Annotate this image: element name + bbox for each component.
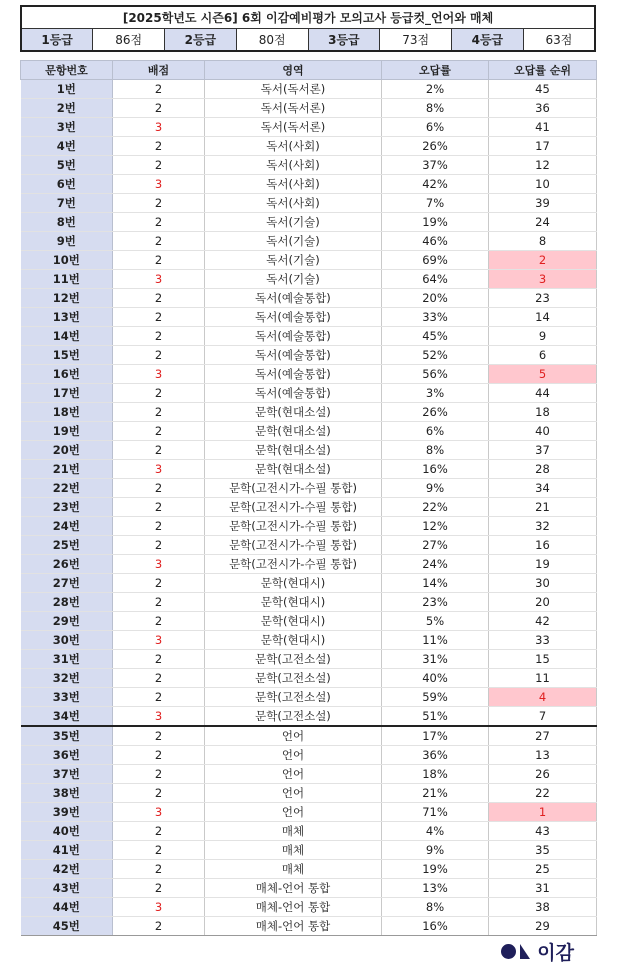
error-rank-cell: 30 — [489, 574, 597, 593]
logo-text: 이감 — [537, 942, 574, 964]
error-rate-cell: 33% — [382, 308, 489, 327]
error-rank-cell: 24 — [489, 213, 597, 232]
question-number: 39번 — [21, 803, 113, 822]
question-number: 37번 — [21, 765, 113, 784]
question-number: 5번 — [21, 156, 113, 175]
question-number: 15번 — [21, 346, 113, 365]
error-rate-cell: 6% — [382, 118, 489, 137]
error-rate-cell: 40% — [382, 669, 489, 688]
question-number: 13번 — [21, 308, 113, 327]
error-rate-cell: 71% — [382, 803, 489, 822]
question-number: 24번 — [21, 517, 113, 536]
table-row — [21, 841, 597, 860]
area-cell: 독서(기술) — [205, 232, 382, 251]
points-cell: 2 — [113, 517, 205, 536]
points-cell: 2 — [113, 784, 205, 803]
question-number: 25번 — [21, 536, 113, 555]
table-row — [21, 707, 597, 727]
error-rank-cell: 38 — [489, 898, 597, 917]
area-cell: 매체 — [205, 841, 382, 860]
question-number: 17번 — [21, 384, 113, 403]
error-rank-cell: 22 — [489, 784, 597, 803]
table-row — [21, 194, 597, 213]
logo-circle-icon — [501, 944, 516, 959]
area-cell: 매체-언어 통합 — [205, 879, 382, 898]
table-row — [21, 669, 597, 688]
error-rate-cell: 26% — [382, 137, 489, 156]
error-rank-cell: 2 — [489, 251, 597, 270]
area-cell: 매체 — [205, 860, 382, 879]
error-rate-cell: 18% — [382, 765, 489, 784]
error-rate-cell: 42% — [382, 175, 489, 194]
points-cell: 2 — [113, 232, 205, 251]
points-cell: 2 — [113, 422, 205, 441]
area-cell: 독서(독서론) — [205, 118, 382, 137]
points-cell: 2 — [113, 746, 205, 765]
error-rate-cell: 22% — [382, 498, 489, 517]
area-cell: 독서(예술통합) — [205, 327, 382, 346]
error-rate-cell: 9% — [382, 479, 489, 498]
table-row — [21, 498, 597, 517]
points-cell: 3 — [113, 118, 205, 137]
area-cell: 독서(예술통합) — [205, 384, 382, 403]
question-number: 27번 — [21, 574, 113, 593]
column-header-number: 문항번호 — [21, 61, 113, 80]
area-cell: 문학(현대시) — [205, 612, 382, 631]
question-number: 45번 — [21, 917, 113, 936]
table-row — [21, 289, 597, 308]
points-cell: 2 — [113, 194, 205, 213]
error-rank-cell: 4 — [489, 688, 597, 707]
error-rate-cell: 9% — [382, 841, 489, 860]
table-row — [21, 175, 597, 194]
page — [20, 5, 596, 964]
points-cell: 2 — [113, 137, 205, 156]
points-cell: 2 — [113, 841, 205, 860]
area-cell: 매체-언어 통합 — [205, 917, 382, 936]
area-cell: 언어 — [205, 784, 382, 803]
question-number: 21번 — [21, 460, 113, 479]
question-table — [20, 60, 597, 936]
error-rank-cell: 10 — [489, 175, 597, 194]
error-rank-cell: 44 — [489, 384, 597, 403]
points-cell: 3 — [113, 631, 205, 650]
points-cell: 2 — [113, 251, 205, 270]
error-rate-cell: 12% — [382, 517, 489, 536]
table-row — [21, 441, 597, 460]
points-cell: 2 — [113, 765, 205, 784]
table-row — [21, 232, 597, 251]
question-number: 14번 — [21, 327, 113, 346]
area-cell: 독서(기술) — [205, 251, 382, 270]
error-rate-cell: 16% — [382, 460, 489, 479]
error-rate-cell: 20% — [382, 289, 489, 308]
question-number: 31번 — [21, 650, 113, 669]
area-cell: 독서(기술) — [205, 213, 382, 232]
error-rank-cell: 36 — [489, 99, 597, 118]
table-row — [21, 879, 597, 898]
table-row — [21, 574, 597, 593]
error-rate-cell: 2% — [382, 80, 489, 99]
area-cell: 문학(고전시가-수필 통합) — [205, 536, 382, 555]
error-rank-cell: 40 — [489, 422, 597, 441]
error-rank-cell: 26 — [489, 765, 597, 784]
error-rank-cell: 9 — [489, 327, 597, 346]
area-cell: 문학(현대시) — [205, 593, 382, 612]
error-rate-cell: 4% — [382, 822, 489, 841]
area-cell: 독서(예술통합) — [205, 365, 382, 384]
error-rate-cell: 24% — [382, 555, 489, 574]
question-number: 36번 — [21, 746, 113, 765]
table-row — [21, 536, 597, 555]
table-row — [21, 517, 597, 536]
table-row — [21, 137, 597, 156]
page-title: [2025학년도 시즌6] 6회 이감예비평가 모의고사 등급컷_언어와 매체 — [21, 6, 595, 29]
area-cell: 독서(기술) — [205, 270, 382, 289]
grade-score: 86점 — [93, 29, 165, 52]
points-cell: 2 — [113, 289, 205, 308]
error-rank-cell: 42 — [489, 612, 597, 631]
points-cell: 2 — [113, 99, 205, 118]
table-row — [21, 593, 597, 612]
error-rank-cell: 1 — [489, 803, 597, 822]
error-rank-cell: 3 — [489, 270, 597, 289]
points-cell: 3 — [113, 898, 205, 917]
question-number: 1번 — [21, 80, 113, 99]
question-number: 40번 — [21, 822, 113, 841]
area-cell: 독서(사회) — [205, 137, 382, 156]
logo-triangle-icon — [520, 944, 530, 959]
area-cell: 문학(고전소설) — [205, 650, 382, 669]
question-number: 9번 — [21, 232, 113, 251]
grade-label: 4등급 — [452, 29, 524, 52]
question-number: 28번 — [21, 593, 113, 612]
points-cell: 2 — [113, 879, 205, 898]
points-cell: 3 — [113, 365, 205, 384]
error-rate-cell: 56% — [382, 365, 489, 384]
table-row — [21, 479, 597, 498]
error-rate-cell: 21% — [382, 784, 489, 803]
question-number: 44번 — [21, 898, 113, 917]
grade-label: 1등급 — [21, 29, 93, 52]
grade-score: 73점 — [380, 29, 452, 52]
grade-cut-header — [20, 5, 596, 52]
table-row — [21, 612, 597, 631]
points-cell: 2 — [113, 917, 205, 936]
area-cell: 독서(예술통합) — [205, 346, 382, 365]
question-number: 2번 — [21, 99, 113, 118]
question-number: 33번 — [21, 688, 113, 707]
area-cell: 독서(독서론) — [205, 99, 382, 118]
area-cell: 매체 — [205, 822, 382, 841]
error-rank-cell: 18 — [489, 403, 597, 422]
table-row — [21, 555, 597, 574]
grade-label: 3등급 — [308, 29, 380, 52]
points-cell: 2 — [113, 308, 205, 327]
table-row — [21, 688, 597, 707]
question-number: 6번 — [21, 175, 113, 194]
error-rank-cell: 43 — [489, 822, 597, 841]
column-header-error-rate: 오답률 — [382, 61, 489, 80]
points-cell: 2 — [113, 498, 205, 517]
table-row — [21, 365, 597, 384]
error-rate-cell: 17% — [382, 726, 489, 746]
question-number: 19번 — [21, 422, 113, 441]
question-number: 8번 — [21, 213, 113, 232]
area-cell: 독서(사회) — [205, 194, 382, 213]
error-rate-cell: 37% — [382, 156, 489, 175]
points-cell: 3 — [113, 803, 205, 822]
points-cell: 2 — [113, 403, 205, 422]
error-rank-cell: 27 — [489, 726, 597, 746]
error-rate-cell: 16% — [382, 917, 489, 936]
table-row — [21, 118, 597, 137]
area-cell: 문학(현대시) — [205, 574, 382, 593]
error-rank-cell: 45 — [489, 80, 597, 99]
question-number: 22번 — [21, 479, 113, 498]
error-rate-cell: 51% — [382, 707, 489, 727]
grade-score: 63점 — [523, 29, 595, 52]
area-cell: 독서(사회) — [205, 175, 382, 194]
table-row — [21, 422, 597, 441]
points-cell: 3 — [113, 175, 205, 194]
question-number: 29번 — [21, 612, 113, 631]
error-rate-cell: 31% — [382, 650, 489, 669]
table-row — [21, 213, 597, 232]
table-row — [21, 765, 597, 784]
table-header-row — [21, 61, 597, 80]
area-cell: 문학(고전소설) — [205, 669, 382, 688]
error-rate-cell: 69% — [382, 251, 489, 270]
area-cell: 문학(현대소설) — [205, 403, 382, 422]
error-rank-cell: 14 — [489, 308, 597, 327]
column-header-error-rank: 오답률 순위 — [489, 61, 597, 80]
error-rate-cell: 27% — [382, 536, 489, 555]
points-cell: 2 — [113, 327, 205, 346]
points-cell: 2 — [113, 479, 205, 498]
error-rate-cell: 36% — [382, 746, 489, 765]
error-rank-cell: 33 — [489, 631, 597, 650]
question-number: 18번 — [21, 403, 113, 422]
error-rank-cell: 34 — [489, 479, 597, 498]
area-cell: 문학(고전소설) — [205, 688, 382, 707]
points-cell: 3 — [113, 555, 205, 574]
question-number: 12번 — [21, 289, 113, 308]
question-number: 30번 — [21, 631, 113, 650]
error-rate-cell: 59% — [382, 688, 489, 707]
table-row — [21, 746, 597, 765]
table-row — [21, 631, 597, 650]
table-row — [21, 156, 597, 175]
error-rank-cell: 32 — [489, 517, 597, 536]
area-cell: 문학(고전소설) — [205, 707, 382, 727]
question-number: 26번 — [21, 555, 113, 574]
table-row — [21, 460, 597, 479]
error-rate-cell: 3% — [382, 384, 489, 403]
grade-score: 80점 — [236, 29, 308, 52]
error-rate-cell: 13% — [382, 879, 489, 898]
area-cell: 문학(현대소설) — [205, 460, 382, 479]
error-rank-cell: 6 — [489, 346, 597, 365]
error-rate-cell: 5% — [382, 612, 489, 631]
error-rank-cell: 15 — [489, 650, 597, 669]
error-rate-cell: 23% — [382, 593, 489, 612]
error-rank-cell: 19 — [489, 555, 597, 574]
area-cell: 독서(독서론) — [205, 80, 382, 99]
error-rate-cell: 45% — [382, 327, 489, 346]
question-number: 41번 — [21, 841, 113, 860]
error-rate-cell: 8% — [382, 441, 489, 460]
question-number: 23번 — [21, 498, 113, 517]
error-rank-cell: 37 — [489, 441, 597, 460]
table-row — [21, 822, 597, 841]
points-cell: 2 — [113, 213, 205, 232]
question-number: 43번 — [21, 879, 113, 898]
area-cell: 언어 — [205, 803, 382, 822]
table-row — [21, 650, 597, 669]
error-rank-cell: 25 — [489, 860, 597, 879]
question-number: 7번 — [21, 194, 113, 213]
error-rank-cell: 39 — [489, 194, 597, 213]
area-cell: 문학(고전시가-수필 통합) — [205, 555, 382, 574]
points-cell: 3 — [113, 707, 205, 727]
table-row — [21, 803, 597, 822]
points-cell: 2 — [113, 156, 205, 175]
area-cell: 언어 — [205, 726, 382, 746]
error-rank-cell: 17 — [489, 137, 597, 156]
table-row — [21, 270, 597, 289]
error-rank-cell: 41 — [489, 118, 597, 137]
table-row — [21, 251, 597, 270]
table-row — [21, 80, 597, 99]
error-rate-cell: 46% — [382, 232, 489, 251]
table-row — [21, 726, 597, 746]
error-rate-cell: 11% — [382, 631, 489, 650]
error-rank-cell: 8 — [489, 232, 597, 251]
table-row — [21, 308, 597, 327]
error-rank-cell: 16 — [489, 536, 597, 555]
area-cell: 문학(고전시가-수필 통합) — [205, 479, 382, 498]
error-rank-cell: 12 — [489, 156, 597, 175]
error-rate-cell: 8% — [382, 99, 489, 118]
error-rank-cell: 21 — [489, 498, 597, 517]
points-cell: 2 — [113, 536, 205, 555]
area-cell: 독서(사회) — [205, 156, 382, 175]
question-number: 42번 — [21, 860, 113, 879]
question-number: 3번 — [21, 118, 113, 137]
area-cell: 문학(고전시가-수필 통합) — [205, 498, 382, 517]
error-rate-cell: 52% — [382, 346, 489, 365]
area-cell: 문학(현대시) — [205, 631, 382, 650]
error-rate-cell: 19% — [382, 213, 489, 232]
brand-logo — [501, 938, 574, 965]
column-header-area: 영역 — [205, 61, 382, 80]
area-cell: 언어 — [205, 746, 382, 765]
points-cell: 2 — [113, 669, 205, 688]
error-rank-cell: 31 — [489, 879, 597, 898]
question-number: 16번 — [21, 365, 113, 384]
area-cell: 독서(예술통합) — [205, 308, 382, 327]
area-cell: 문학(고전시가-수필 통합) — [205, 517, 382, 536]
grade-cut-row — [21, 29, 595, 52]
table-row — [21, 99, 597, 118]
points-cell: 2 — [113, 80, 205, 99]
table-row — [21, 346, 597, 365]
question-number: 20번 — [21, 441, 113, 460]
error-rate-cell: 8% — [382, 898, 489, 917]
error-rank-cell: 28 — [489, 460, 597, 479]
error-rank-cell: 11 — [489, 669, 597, 688]
table-row — [21, 384, 597, 403]
points-cell: 2 — [113, 726, 205, 746]
error-rank-cell: 20 — [489, 593, 597, 612]
area-cell: 독서(예술통합) — [205, 289, 382, 308]
error-rank-cell: 29 — [489, 917, 597, 936]
points-cell: 2 — [113, 650, 205, 669]
question-number: 4번 — [21, 137, 113, 156]
table-row — [21, 898, 597, 917]
error-rate-cell: 14% — [382, 574, 489, 593]
column-header-points: 배점 — [113, 61, 205, 80]
table-row — [21, 403, 597, 422]
area-cell: 문학(현대소설) — [205, 441, 382, 460]
error-rank-cell: 7 — [489, 707, 597, 727]
points-cell: 2 — [113, 688, 205, 707]
error-rank-cell: 35 — [489, 841, 597, 860]
question-number: 11번 — [21, 270, 113, 289]
question-number: 32번 — [21, 669, 113, 688]
error-rank-cell: 23 — [489, 289, 597, 308]
points-cell: 2 — [113, 612, 205, 631]
area-cell: 문학(현대소설) — [205, 422, 382, 441]
question-number: 38번 — [21, 784, 113, 803]
error-rate-cell: 26% — [382, 403, 489, 422]
table-row — [21, 784, 597, 803]
points-cell: 2 — [113, 346, 205, 365]
points-cell: 2 — [113, 384, 205, 403]
area-cell: 매체-언어 통합 — [205, 898, 382, 917]
question-number: 35번 — [21, 726, 113, 746]
points-cell: 3 — [113, 270, 205, 289]
error-rate-cell: 7% — [382, 194, 489, 213]
error-rate-cell: 6% — [382, 422, 489, 441]
points-cell: 2 — [113, 441, 205, 460]
error-rank-cell: 13 — [489, 746, 597, 765]
points-cell: 2 — [113, 860, 205, 879]
grade-label: 2등급 — [165, 29, 237, 52]
points-cell: 2 — [113, 822, 205, 841]
table-row — [21, 860, 597, 879]
area-cell: 언어 — [205, 765, 382, 784]
points-cell: 2 — [113, 593, 205, 612]
error-rate-cell: 64% — [382, 270, 489, 289]
error-rate-cell: 19% — [382, 860, 489, 879]
question-number: 34번 — [21, 707, 113, 727]
table-row — [21, 917, 597, 936]
question-number: 10번 — [21, 251, 113, 270]
points-cell: 2 — [113, 574, 205, 593]
error-rank-cell: 5 — [489, 365, 597, 384]
table-row — [21, 327, 597, 346]
points-cell: 3 — [113, 460, 205, 479]
